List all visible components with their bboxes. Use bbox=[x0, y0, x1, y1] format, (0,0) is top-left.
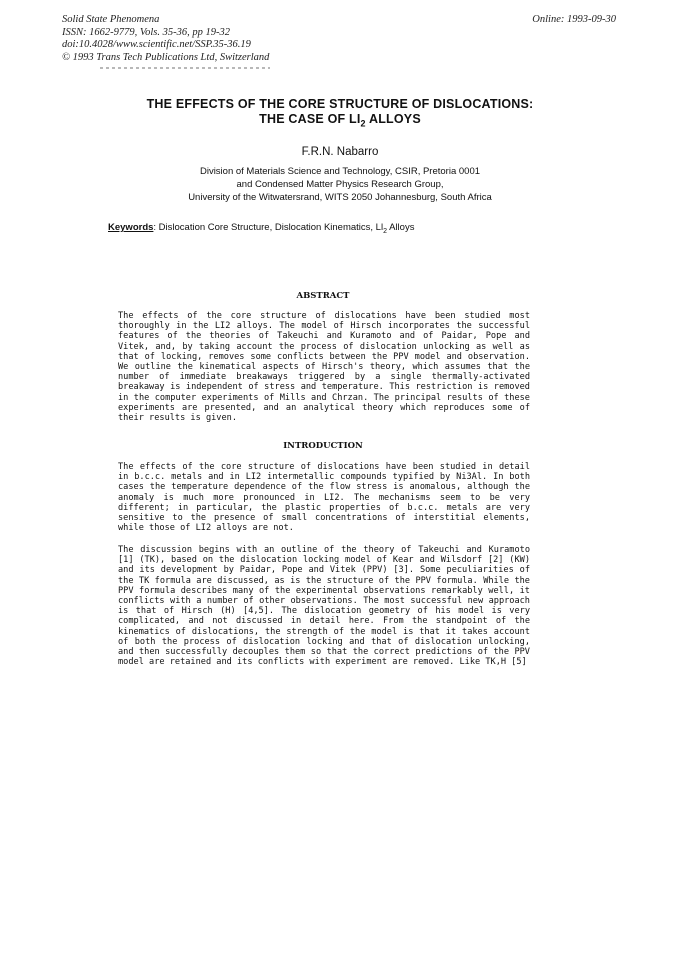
title-line-2 bbox=[80, 112, 600, 132]
title-line-2-prefix: THE CASE OF LI bbox=[259, 112, 361, 126]
abstract-heading: ABSTRACT bbox=[296, 291, 350, 301]
keywords-line bbox=[108, 222, 414, 235]
introduction-paragraph-1: The effects of the core structure of dislocations have been studied in detail in b.c.c. metals and in LI2 intermetallic compounds typified by Ni3Al. In both cases the temperature dependence of the flow stress is anomalous, although the anomaly is much more pronounced in LI2. The mechanisms seem to be very different; in particular, the plastic properties of b.c.c. metals are very sensitive to the presence of small concentrations of interstitial elements, while those of LI2 alloys are not. bbox=[118, 462, 530, 534]
scan-artifact-line bbox=[100, 67, 270, 69]
keywords-subscript: 2 bbox=[383, 227, 387, 235]
affiliation-line-1: Division of Materials Science and Technology, CSIR, Pretoria 0001 bbox=[199, 166, 481, 177]
publication-meta bbox=[62, 14, 269, 64]
online-date: Online: 1993-09-30 bbox=[532, 14, 616, 25]
introduction-paragraph-2: The discussion begins with an outline of the theory of Takeuchi and Kuramoto [1] (TK), based on the dislocation locking model of Kear and Wilsdorf [2] (KW) and its development by Paidar, Pope and Vitek (PPV) [3]. Some peculiarities of the TK formula are discussed, as is the structure of the PPV formula. While the PPV formula describes many of the experimental observations remarkably well, it conflicts with a number of other observations. The most successful new approach is that of Hirsch (H) [4,5]. The dislocation geometry of his model is very complicated, and not discussed in detail here. From the standpoint of the kinematics of dislocations, the strength of the model is that it takes account of both the process of dislocation locking and that of dislocation unlocking, and then successfully decouples them so that the correct predictions of the PPV model are retained and its conflicts with experiment are removed. Like TK,H [5] bbox=[118, 545, 530, 668]
introduction-heading: INTRODUCTION bbox=[283, 441, 363, 451]
paper-title bbox=[80, 97, 600, 132]
keywords-text: : Dislocation Core Structure, Dislocation Kinematics, Ll bbox=[153, 222, 384, 233]
issn-line: ISSN: 1662-9779, Vols. 35-36, pp 19-32 bbox=[62, 26, 230, 38]
title-line-2-suffix: ALLOYS bbox=[365, 112, 421, 126]
doi-line[interactable]: doi:10.4028/www.scientific.net/SSP.35-36.19 bbox=[62, 39, 251, 50]
title-line-1: THE EFFECTS OF THE CORE STRUCTURE OF DISLOCATIONS: bbox=[146, 97, 534, 111]
affiliation-line-2: and Condensed Matter Physics Research Group, bbox=[236, 179, 444, 190]
keywords-suffix: Alloys bbox=[387, 222, 415, 233]
abstract-text: The effects of the core structure of dislocations have been studied most thoroughly in the LI2 alloys. The model of Hirsch incorporates the successful features of the theories of Takeuchi and Kuramoto and of Paidar, Pope and Vitek, and, by taking account the process of dislocation unlocking as well as that of locking, removes some conflicts between the PPV model and observation. We outline the kinematical aspects of Hirsch's theory, which assumes that the number of immediate breakaways triggered by a single thermally-activated breakaway is independent of stress and temperature. This restriction is removed in the computer experiments of Mills and Chrzan. The principal results of these experiments are presented, and an analytical theory which reproduces some of their results is given. bbox=[118, 311, 530, 424]
author-name: F.R.N. Nabarro bbox=[301, 146, 379, 158]
copyright-line: © 1993 Trans Tech Publications Ltd, Switzerland bbox=[62, 51, 270, 63]
affiliation-line-3: University of the Witwatersrand, WITS 2050 Johannesburg, South Africa bbox=[188, 192, 492, 203]
keywords-label: Keywords bbox=[108, 222, 154, 233]
affiliation bbox=[80, 165, 600, 204]
title-subscript: 2 bbox=[360, 118, 366, 129]
journal-name: Solid State Phenomena bbox=[62, 14, 160, 25]
